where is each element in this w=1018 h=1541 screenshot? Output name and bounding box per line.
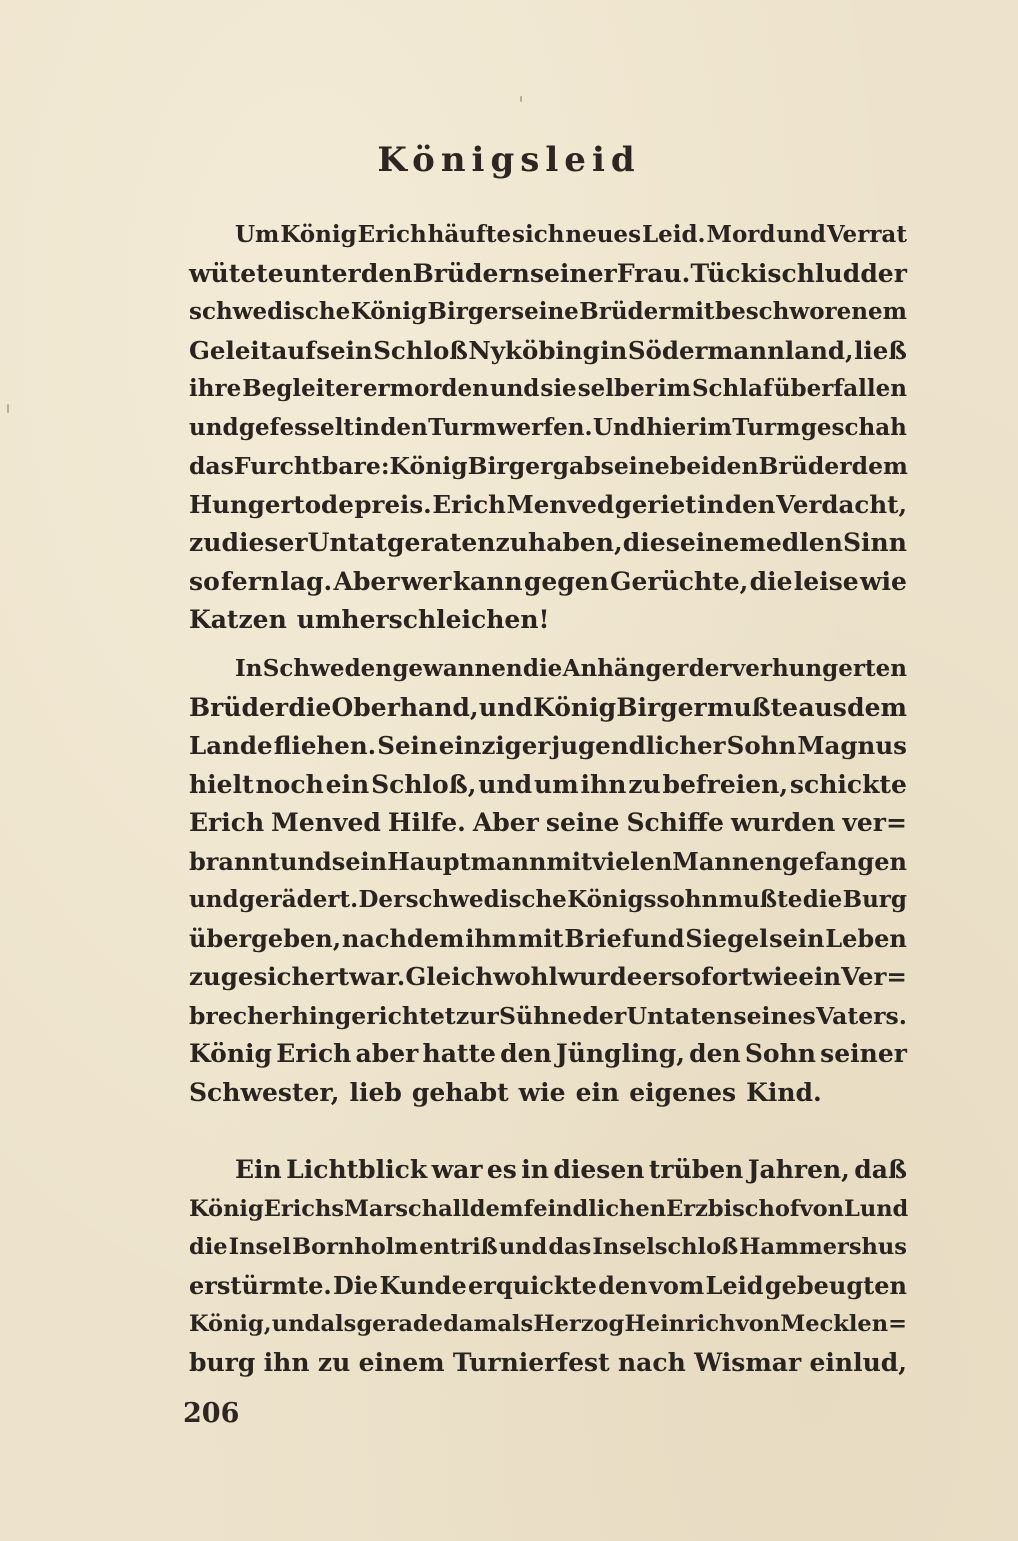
word: zu (628, 769, 661, 799)
word: Menved (271, 808, 381, 837)
word: Erich (276, 1039, 352, 1068)
word: umherschleichen! (296, 605, 550, 634)
text-line (189, 1305, 907, 1344)
word: gewannen (392, 655, 523, 682)
word: die (189, 1234, 228, 1260)
word: König (189, 1039, 273, 1068)
word: Kunde (379, 1270, 467, 1300)
word: Hauptmann (387, 846, 547, 876)
word: geraten (387, 528, 496, 557)
text-line (189, 650, 907, 689)
word: mit (517, 923, 564, 953)
word: leise (793, 566, 859, 596)
paragraph-3 (189, 1151, 907, 1382)
word: war. (349, 962, 406, 991)
word: Sohn (744, 1039, 816, 1068)
word: Begleiter (242, 375, 362, 402)
word: wer (400, 566, 452, 596)
word: König (280, 221, 357, 248)
word: sein (769, 923, 825, 953)
word: mußte (718, 886, 803, 913)
word: seiner (820, 1039, 907, 1068)
text-line (189, 689, 907, 728)
text-line (189, 804, 907, 843)
word: unter (283, 258, 361, 288)
word: mit (670, 298, 715, 325)
word: ver= (842, 808, 907, 837)
word: Und (592, 413, 646, 441)
word: König, (189, 1311, 272, 1337)
word: Untaten (626, 1001, 734, 1030)
word: Jahren, (747, 1155, 850, 1184)
word: lag. (280, 566, 333, 596)
word: Leben (825, 923, 907, 953)
word: gebeugten (764, 1270, 907, 1300)
word: Vaters. (816, 1001, 907, 1030)
word: einziger (438, 731, 551, 760)
word: Gerüchte, (610, 566, 749, 596)
word: feindlichen (523, 1195, 667, 1222)
word: Brüdern (412, 258, 530, 288)
word: lieb (349, 1077, 402, 1107)
word: kann (452, 566, 523, 596)
text-line (189, 563, 907, 602)
text-line (189, 601, 907, 640)
word: gerade (356, 1311, 443, 1337)
word: häufte (427, 221, 512, 248)
word: gab (552, 452, 601, 480)
word: Geleit (189, 335, 272, 365)
word: das (548, 1234, 592, 1260)
text-line (189, 409, 907, 448)
word: eigenes (629, 1077, 737, 1107)
word: es (486, 1155, 517, 1184)
word: Erich (432, 489, 506, 519)
word: Heinrich (624, 1311, 736, 1337)
word: Schweden (262, 655, 393, 682)
word: Marschall (344, 1195, 470, 1222)
text-line (189, 1035, 907, 1074)
word: überfallen (773, 375, 907, 402)
word: Schlaf (691, 375, 773, 402)
word: Inselschloß (592, 1234, 739, 1260)
word: beschworenem (715, 298, 907, 325)
word: sein (331, 846, 388, 876)
word: um (534, 769, 579, 799)
word: Södermannland, (627, 335, 854, 365)
page-number: 206 (183, 1398, 240, 1429)
word: schickte (789, 769, 907, 799)
word: Mannen (672, 846, 783, 876)
text-line (189, 727, 907, 766)
word: noch (255, 769, 324, 799)
word: gerädert. (238, 886, 359, 913)
word: Erich (357, 221, 427, 248)
word: den (380, 413, 428, 441)
word: seinem (665, 528, 766, 557)
word: vielen (592, 846, 673, 876)
word: werfen. (496, 413, 593, 441)
word: dieser (221, 528, 308, 557)
word: aber (355, 1039, 419, 1068)
word: erquickte (468, 1270, 597, 1300)
word: zu (495, 528, 528, 557)
text-line (189, 293, 907, 332)
word: den (689, 1039, 741, 1068)
word: fliehen. (273, 731, 377, 760)
word: Herzog (533, 1311, 625, 1337)
word: Insel (228, 1234, 292, 1260)
word: hatte (422, 1039, 496, 1068)
word: Um (235, 221, 280, 248)
text-line (189, 881, 907, 920)
word: hielt (189, 769, 254, 799)
word: ein (325, 769, 370, 799)
word: die (288, 692, 332, 722)
word: selber (577, 375, 657, 402)
word: den (598, 1270, 648, 1300)
word: gegen (523, 566, 609, 596)
word: König (189, 1195, 264, 1222)
word: und (632, 923, 685, 953)
word: und (776, 221, 826, 248)
word: Siegel (685, 923, 769, 953)
text-line (189, 1344, 907, 1383)
word: Katzen (189, 605, 287, 634)
text-line (189, 843, 907, 882)
word: brecher (189, 1001, 292, 1030)
word: die (802, 886, 843, 913)
word: wurden (730, 808, 836, 837)
word: Tückisch (690, 258, 815, 288)
word: und (189, 886, 239, 913)
word: Gleichwohl (405, 962, 558, 991)
word: Turm (732, 413, 801, 441)
word: preis. (354, 489, 432, 519)
word: Mecklen= (780, 1311, 907, 1337)
word: befreien, (662, 769, 789, 799)
word: gefesselt (238, 413, 355, 441)
word: und (271, 1311, 321, 1337)
word: Leid. (641, 221, 706, 248)
text-line (189, 997, 907, 1036)
word: Leid (705, 1270, 764, 1300)
word: dem (469, 1195, 524, 1222)
word: die (522, 655, 563, 682)
word: einlud, (809, 1347, 907, 1377)
word: er (642, 962, 671, 991)
word: Wismar (694, 1347, 802, 1377)
text-line (189, 920, 907, 959)
word: zu (317, 1347, 351, 1377)
word: mußte (707, 692, 799, 722)
chapter-title: Königsleid (377, 140, 641, 180)
word: ließ (854, 335, 907, 365)
word: ihn (263, 1347, 310, 1377)
word: seines (733, 1001, 816, 1030)
text-line (189, 370, 907, 409)
word: war (431, 1155, 483, 1184)
word: aus (798, 692, 847, 722)
word: einem (358, 1347, 445, 1377)
word: zu (189, 528, 222, 557)
paragraph-2 (189, 650, 907, 1112)
word: Brüder (189, 692, 289, 722)
word: Burg (842, 886, 907, 913)
word: ermorden (362, 375, 489, 402)
word: seiner (529, 258, 617, 288)
word: Sein (377, 731, 438, 760)
word: In (235, 655, 263, 682)
text-line (189, 524, 907, 563)
word: Bornholm (292, 1234, 419, 1260)
word: hier (646, 413, 699, 441)
word: gehabt (411, 1077, 509, 1107)
word: schwedische (189, 298, 351, 325)
word: und (478, 692, 533, 722)
word: Kind. (746, 1077, 822, 1107)
word: die (749, 566, 793, 596)
word: der (582, 1001, 627, 1030)
word: jugendlicher (551, 731, 726, 760)
word: sie (540, 375, 577, 402)
word: in (521, 1155, 549, 1184)
word: Sohn (726, 731, 797, 760)
word: Birger (427, 298, 511, 325)
word: Brüder (758, 452, 852, 480)
word: in (354, 413, 380, 441)
word: Sühne (499, 1001, 583, 1030)
text-line (189, 1151, 907, 1190)
word: Birger (467, 452, 553, 480)
word: Magnus (797, 731, 907, 760)
word: dem (851, 452, 908, 480)
word: auf (271, 335, 316, 365)
word: vom (648, 1270, 705, 1300)
word: Turnierfest (452, 1347, 610, 1377)
word: Nyköbing (468, 335, 600, 365)
word: Furchtbare: (233, 452, 390, 480)
word: im (698, 413, 732, 441)
word: wie (859, 566, 907, 596)
word: der (860, 258, 907, 288)
word: Lande (189, 731, 273, 760)
word: zur (455, 1001, 499, 1030)
word: trüben (648, 1155, 744, 1184)
word: Schloß, (371, 769, 477, 799)
word: sofort (671, 962, 753, 991)
word: Erzbischof (666, 1195, 800, 1222)
word: mit (546, 846, 593, 876)
word: beiden (669, 452, 759, 480)
word: Ver= (841, 962, 907, 991)
word: hingerichtet (291, 1001, 456, 1030)
word: ein (798, 962, 842, 991)
text-line (189, 958, 907, 997)
word: übergeben, (189, 923, 342, 953)
word: edlen (765, 528, 843, 557)
word: verhungerten (731, 655, 907, 682)
word: diesen (553, 1155, 645, 1184)
word: Erich (189, 808, 265, 837)
word: von (735, 1311, 781, 1337)
word: Schiffe (626, 808, 724, 837)
paper-speck (520, 96, 522, 102)
word: Lund (844, 1195, 909, 1222)
word: Lichtblick (286, 1155, 428, 1184)
word: Mord (706, 221, 776, 248)
word: geriet (614, 489, 697, 519)
word: Hungertode (189, 489, 354, 519)
word: das (189, 452, 234, 480)
text-line (189, 255, 907, 294)
word: burg (189, 1347, 256, 1377)
text-line (189, 486, 907, 525)
word: brannt (189, 846, 280, 876)
word: König (533, 692, 617, 722)
word: Aber (472, 808, 539, 837)
word: ihre (189, 375, 242, 402)
word: haben, (528, 528, 623, 557)
word: Birger (616, 692, 707, 722)
word: sich (512, 221, 565, 248)
word: Oberhand, (331, 692, 479, 722)
word: seine (545, 808, 620, 837)
word: als (320, 1311, 357, 1337)
word: seine (600, 452, 670, 480)
word: entriß (419, 1234, 498, 1260)
word: Hammershus (739, 1234, 907, 1260)
paper-speck (7, 404, 9, 413)
word: ein (575, 1077, 620, 1107)
word: Brüder (579, 298, 671, 325)
word: sein (316, 335, 373, 365)
text-line (189, 1267, 907, 1306)
word: ihn (580, 769, 627, 799)
word: wurde (557, 962, 643, 991)
word: Erichs (263, 1195, 344, 1222)
word: geschah (800, 413, 907, 441)
word: Sinn (842, 528, 907, 557)
word: Untat (307, 528, 387, 557)
text-line (189, 447, 907, 486)
word: Schloß (373, 335, 468, 365)
word: Königssohn (567, 886, 719, 913)
text-line (189, 216, 907, 255)
word: Brief (564, 923, 633, 953)
word: von (799, 1195, 845, 1222)
word: in (697, 489, 725, 519)
word: neues (565, 221, 642, 248)
word: Verrat (826, 221, 907, 248)
word: und (189, 413, 239, 441)
word: Frau. (616, 258, 691, 288)
word: wie (752, 962, 799, 991)
word: der (688, 655, 732, 682)
word: nach (617, 1347, 686, 1377)
word: den (724, 489, 776, 519)
word: schwedische (405, 886, 567, 913)
word: erstürmte. (189, 1270, 332, 1300)
word: ihm (465, 923, 518, 953)
word: den (360, 258, 413, 288)
text-line (189, 332, 907, 371)
word: Jüngling, (555, 1039, 685, 1068)
word: lud (815, 258, 861, 288)
word: Anhänger (562, 655, 689, 682)
word: fern (221, 566, 280, 596)
word: Die (332, 1270, 379, 1300)
word: seine (511, 298, 579, 325)
text-line (189, 766, 907, 805)
word: König (350, 298, 428, 325)
word: nachdem (341, 923, 465, 953)
word: und (478, 769, 533, 799)
word: Ein (235, 1155, 282, 1184)
word: gefangen (782, 846, 907, 876)
word: Hilfe. (387, 808, 466, 837)
word: Der (358, 886, 406, 913)
word: Verdacht, (776, 489, 907, 519)
word: dem (847, 692, 907, 722)
word: wie (518, 1077, 566, 1107)
word: damals (443, 1311, 534, 1337)
word: wütete (189, 258, 284, 288)
word: König (389, 452, 468, 480)
text-line (189, 1190, 907, 1229)
word: den (500, 1039, 552, 1068)
word: Schwester, (189, 1077, 340, 1107)
word: Aber (333, 566, 400, 596)
text-line (189, 1228, 907, 1267)
word: und (279, 846, 332, 876)
word: zugesichert (189, 962, 350, 991)
word: daß (854, 1155, 907, 1184)
word: die (622, 528, 666, 557)
word: so (189, 566, 220, 596)
word: und (489, 375, 540, 402)
text-line (189, 1074, 907, 1113)
word: in (600, 335, 628, 365)
word: im (657, 375, 691, 402)
word: Menved (506, 489, 615, 519)
word: und (498, 1234, 548, 1260)
word: Turm (428, 413, 497, 441)
paragraph-1 (189, 216, 907, 640)
